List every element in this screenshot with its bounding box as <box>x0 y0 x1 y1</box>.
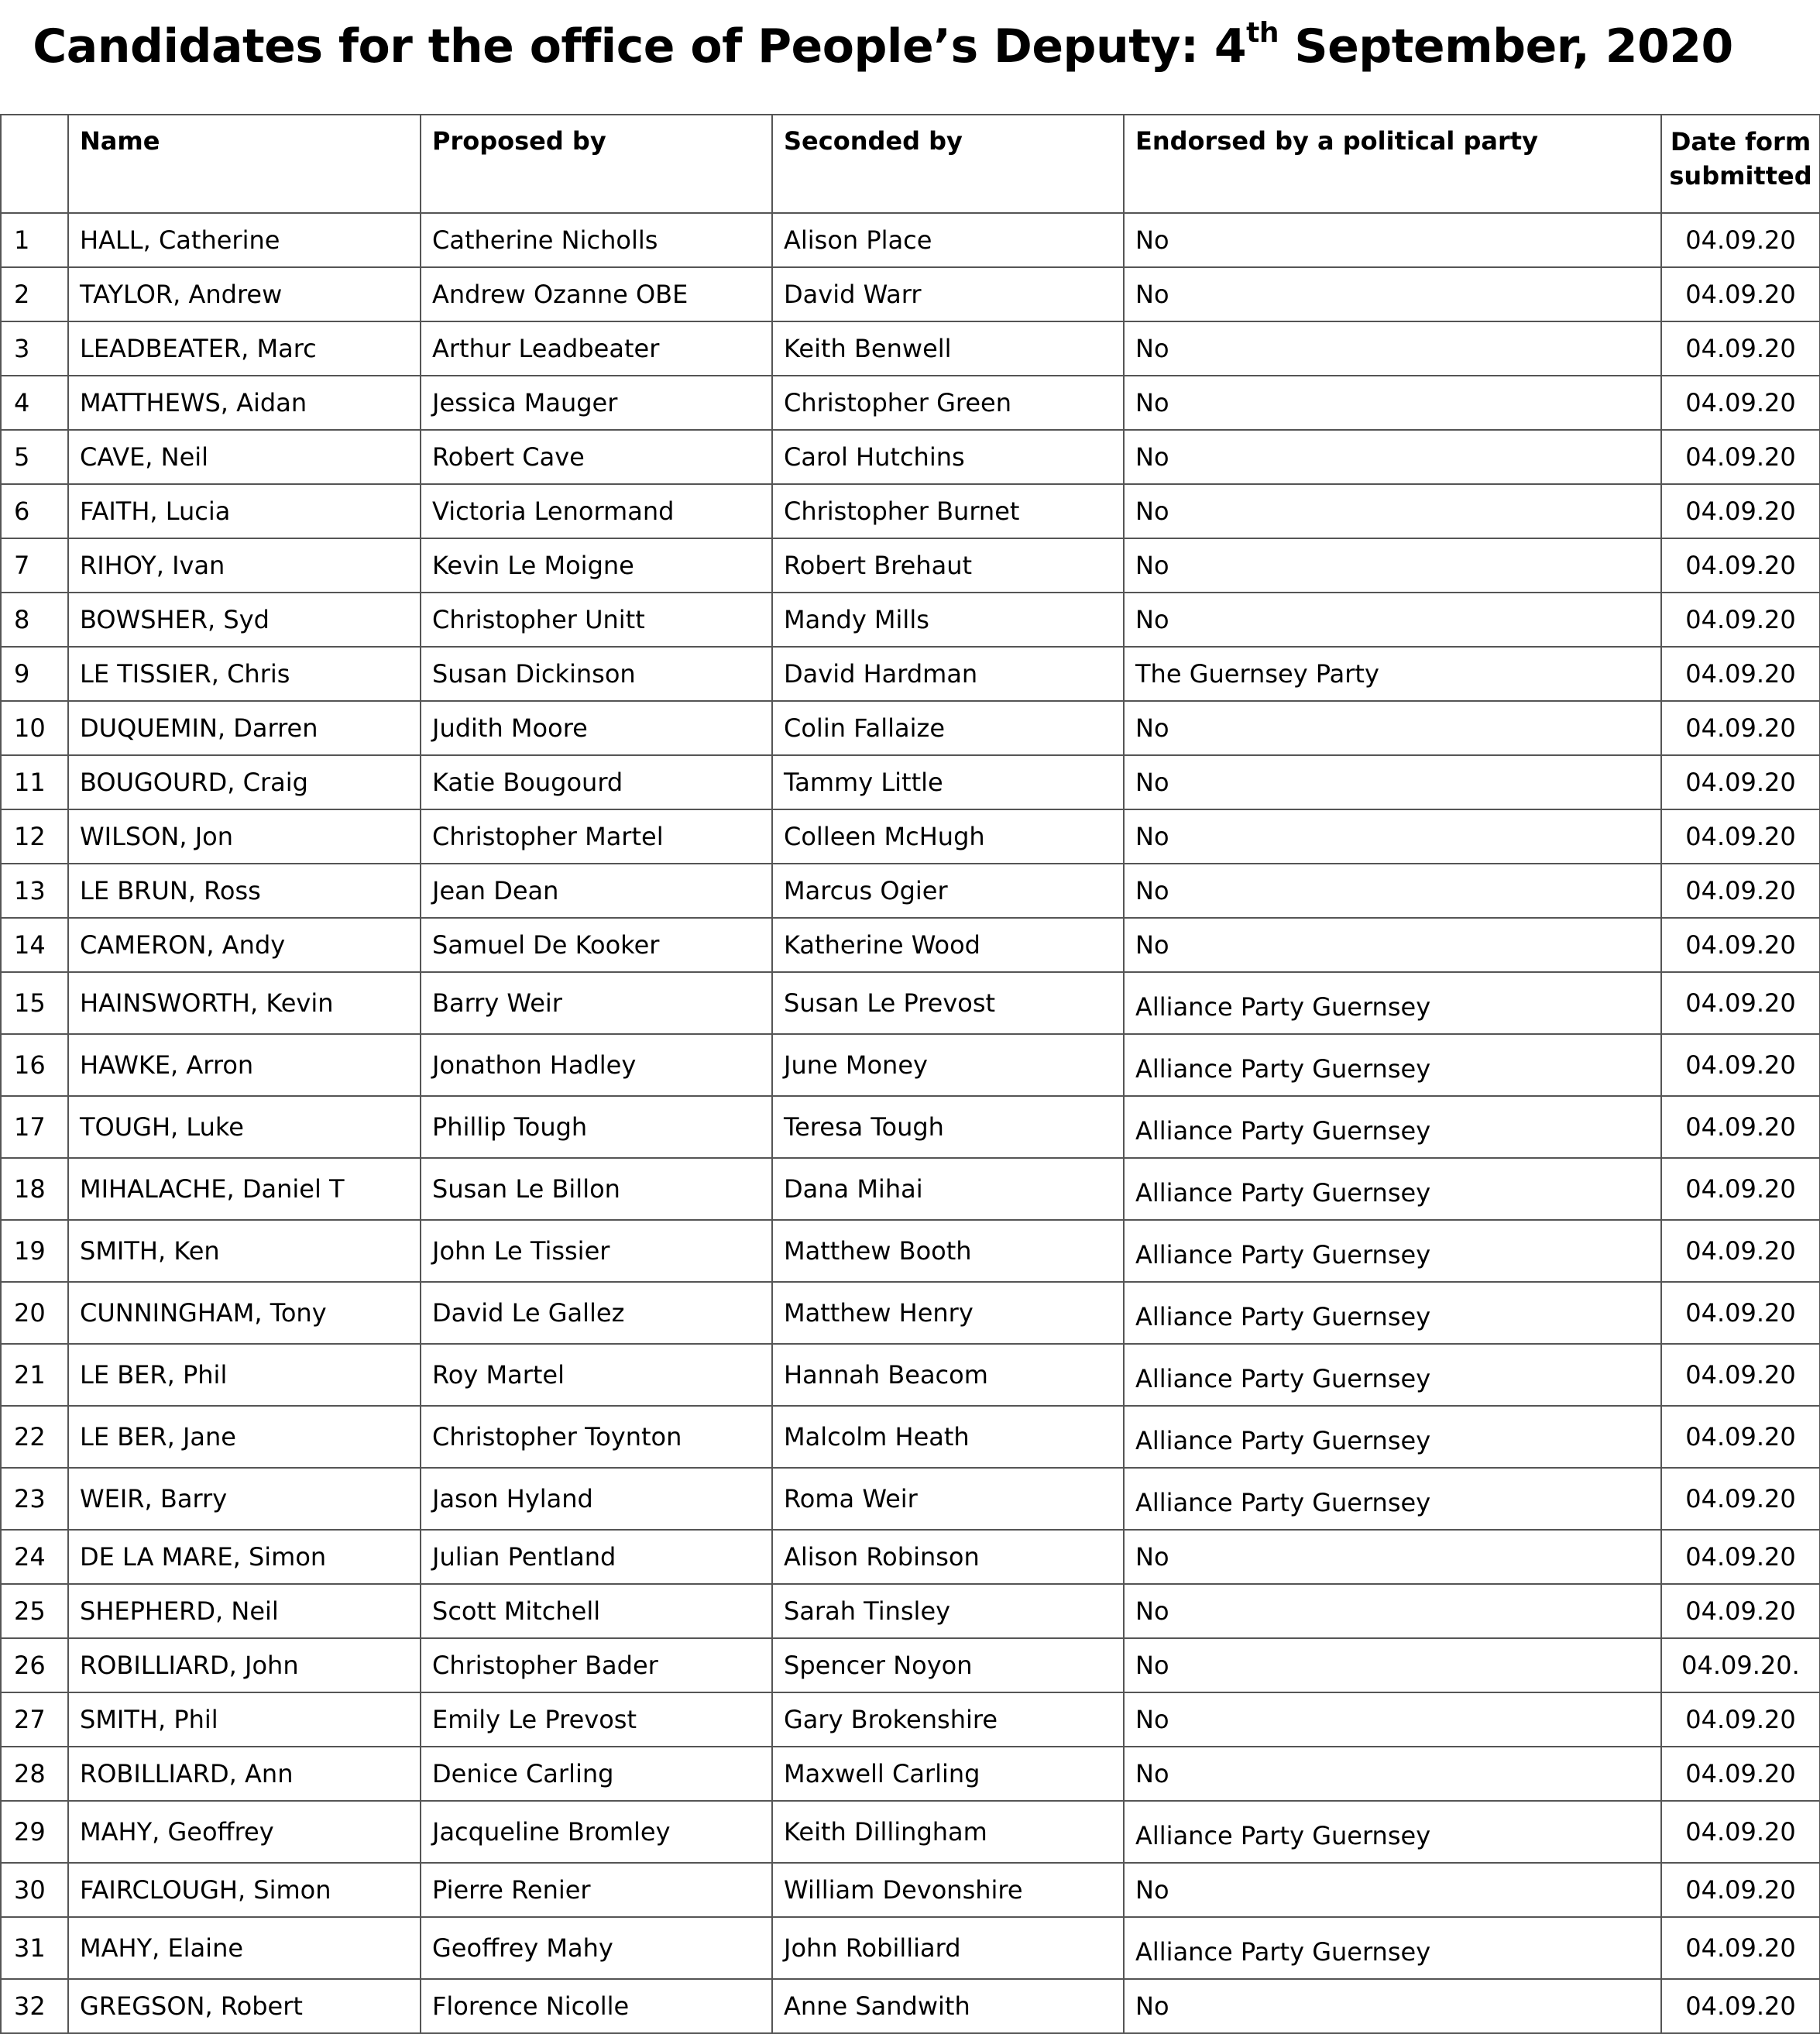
cell-proposed-by: Jacqueline Bromley <box>421 1801 772 1863</box>
cell-seconded-by: Maxwell Carling <box>772 1747 1124 1801</box>
table-row <box>1 213 1820 267</box>
header-date-submitted: Date form submitted <box>1661 115 1820 213</box>
cell-seconded-by: Christopher Burnet <box>772 484 1124 538</box>
cell-date-submitted: 04.09.20 <box>1661 213 1820 267</box>
cell-endorsed-by: No <box>1124 484 1661 538</box>
cell-endorsed-by: No <box>1124 321 1661 376</box>
header-proposed-by: Proposed by <box>421 115 772 213</box>
table-row <box>1 267 1820 321</box>
document-title <box>0 17 1766 74</box>
cell-seconded-by: Matthew Henry <box>772 1282 1124 1344</box>
title-main: Candidates for the office of People’s Deputy: 4 <box>33 19 1247 74</box>
table-row <box>1 321 1820 376</box>
cell-number: 1 <box>1 213 68 267</box>
table-row <box>1 1034 1820 1096</box>
cell-endorsed-by: Alliance Party Guernsey <box>1124 1158 1661 1220</box>
cell-endorsed-by: No <box>1124 267 1661 321</box>
cell-proposed-by: Susan Dickinson <box>421 647 772 701</box>
cell-proposed-by: Christopher Toynton <box>421 1406 772 1468</box>
table-row <box>1 1096 1820 1158</box>
cell-endorsed-by: No <box>1124 538 1661 593</box>
cell-proposed-by: Jean Dean <box>421 864 772 918</box>
cell-seconded-by: David Hardman <box>772 647 1124 701</box>
cell-number: 31 <box>1 1917 68 1979</box>
cell-number: 22 <box>1 1406 68 1468</box>
table-row <box>1 1692 1820 1747</box>
cell-endorsed-by: No <box>1124 1863 1661 1917</box>
cell-date-submitted: 04.09.20 <box>1661 267 1820 321</box>
cell-endorsed-by: No <box>1124 755 1661 809</box>
cell-seconded-by: Roma Weir <box>772 1468 1124 1530</box>
cell-number: 2 <box>1 267 68 321</box>
cell-date-submitted: 04.09.20 <box>1661 321 1820 376</box>
cell-proposed-by: Robert Cave <box>421 430 772 484</box>
cell-number: 29 <box>1 1801 68 1863</box>
cell-proposed-by: Christopher Martel <box>421 809 772 864</box>
cell-endorsed-by: The Guernsey Party <box>1124 647 1661 701</box>
cell-number: 12 <box>1 809 68 864</box>
cell-name: MAHY, Geoffrey <box>68 1801 421 1863</box>
cell-seconded-by: Hannah Beacom <box>772 1344 1124 1406</box>
table-row <box>1 1406 1820 1468</box>
cell-number: 7 <box>1 538 68 593</box>
cell-proposed-by: Victoria Lenormand <box>421 484 772 538</box>
header-endorsed-by: Endorsed by a political party <box>1124 115 1661 213</box>
cell-name: HALL, Catherine <box>68 213 421 267</box>
cell-date-submitted: 04.09.20 <box>1661 1692 1820 1747</box>
cell-number: 15 <box>1 972 68 1034</box>
table-row <box>1 1220 1820 1282</box>
cell-number: 4 <box>1 376 68 430</box>
cell-endorsed-by: No <box>1124 864 1661 918</box>
cell-name: BOUGOURD, Craig <box>68 755 421 809</box>
cell-proposed-by: Judith Moore <box>421 701 772 755</box>
cell-proposed-by: Catherine Nicholls <box>421 213 772 267</box>
cell-number: 13 <box>1 864 68 918</box>
cell-date-submitted: 04.09.20 <box>1661 1158 1820 1220</box>
table-row <box>1 1747 1820 1801</box>
cell-proposed-by: Christopher Bader <box>421 1638 772 1692</box>
cell-endorsed-by: No <box>1124 1692 1661 1747</box>
cell-number: 32 <box>1 1979 68 2033</box>
cell-date-submitted: 04.09.20 <box>1661 1344 1820 1406</box>
cell-seconded-by: June Money <box>772 1034 1124 1096</box>
header-name: Name <box>68 115 421 213</box>
cell-seconded-by: Keith Dillingham <box>772 1801 1124 1863</box>
cell-name: FAITH, Lucia <box>68 484 421 538</box>
cell-date-submitted: 04.09.20 <box>1661 647 1820 701</box>
cell-date-submitted: 04.09.20 <box>1661 430 1820 484</box>
cell-name: DUQUEMIN, Darren <box>68 701 421 755</box>
cell-name: TAYLOR, Andrew <box>68 267 421 321</box>
cell-endorsed-by: Alliance Party Guernsey <box>1124 1220 1661 1282</box>
cell-proposed-by: Christopher Unitt <box>421 593 772 647</box>
cell-proposed-by: Kevin Le Moigne <box>421 538 772 593</box>
cell-name: HAWKE, Arron <box>68 1034 421 1096</box>
cell-endorsed-by: No <box>1124 1638 1661 1692</box>
table-row <box>1 538 1820 593</box>
cell-seconded-by: Colleen McHugh <box>772 809 1124 864</box>
cell-endorsed-by: Alliance Party Guernsey <box>1124 972 1661 1034</box>
cell-proposed-by: Samuel De Kooker <box>421 918 772 972</box>
cell-number: 14 <box>1 918 68 972</box>
title-end: September, 2020 <box>1279 19 1733 74</box>
cell-name: SMITH, Ken <box>68 1220 421 1282</box>
cell-number: 21 <box>1 1344 68 1406</box>
cell-number: 11 <box>1 755 68 809</box>
cell-endorsed-by: Alliance Party Guernsey <box>1124 1344 1661 1406</box>
cell-endorsed-by: No <box>1124 1584 1661 1638</box>
cell-seconded-by: Christopher Green <box>772 376 1124 430</box>
cell-date-submitted: 04.09.20 <box>1661 1584 1820 1638</box>
cell-seconded-by: Spencer Noyon <box>772 1638 1124 1692</box>
cell-date-submitted: 04.09.20 <box>1661 918 1820 972</box>
cell-number: 26 <box>1 1638 68 1692</box>
cell-endorsed-by: Alliance Party Guernsey <box>1124 1917 1661 1979</box>
cell-endorsed-by: No <box>1124 1530 1661 1584</box>
table-row <box>1 1344 1820 1406</box>
table-row <box>1 1801 1820 1863</box>
cell-proposed-by: Scott Mitchell <box>421 1584 772 1638</box>
cell-proposed-by: Jonathon Hadley <box>421 1034 772 1096</box>
cell-seconded-by: Matthew Booth <box>772 1220 1124 1282</box>
cell-date-submitted: 04.09.20 <box>1661 1863 1820 1917</box>
cell-seconded-by: Sarah Tinsley <box>772 1584 1124 1638</box>
cell-name: ROBILLIARD, Ann <box>68 1747 421 1801</box>
cell-name: MIHALACHE, Daniel T <box>68 1158 421 1220</box>
table-row <box>1 1158 1820 1220</box>
cell-seconded-by: David Warr <box>772 267 1124 321</box>
table-row <box>1 1917 1820 1979</box>
cell-seconded-by: Teresa Tough <box>772 1096 1124 1158</box>
cell-name: MATTHEWS, Aidan <box>68 376 421 430</box>
cell-endorsed-by: No <box>1124 213 1661 267</box>
cell-number: 25 <box>1 1584 68 1638</box>
cell-date-submitted: 04.09.20 <box>1661 484 1820 538</box>
table-row <box>1 1282 1820 1344</box>
table-row <box>1 1530 1820 1584</box>
table-row <box>1 701 1820 755</box>
cell-name: CAVE, Neil <box>68 430 421 484</box>
cell-seconded-by: Robert Brehaut <box>772 538 1124 593</box>
cell-number: 19 <box>1 1220 68 1282</box>
table-row <box>1 430 1820 484</box>
cell-endorsed-by: No <box>1124 376 1661 430</box>
header-seconded-by: Seconded by <box>772 115 1124 213</box>
table-row <box>1 1979 1820 2033</box>
cell-endorsed-by: Alliance Party Guernsey <box>1124 1282 1661 1344</box>
cell-name: LEADBEATER, Marc <box>68 321 421 376</box>
cell-proposed-by: John Le Tissier <box>421 1220 772 1282</box>
cell-date-submitted: 04.09.20 <box>1661 1530 1820 1584</box>
cell-seconded-by: Tammy Little <box>772 755 1124 809</box>
cell-endorsed-by: Alliance Party Guernsey <box>1124 1468 1661 1530</box>
cell-number: 5 <box>1 430 68 484</box>
cell-date-submitted: 04.09.20. <box>1661 1638 1820 1692</box>
cell-proposed-by: David Le Gallez <box>421 1282 772 1344</box>
table-header-row <box>1 115 1820 213</box>
table-row <box>1 918 1820 972</box>
cell-name: HAINSWORTH, Kevin <box>68 972 421 1034</box>
cell-proposed-by: Katie Bougourd <box>421 755 772 809</box>
cell-seconded-by: Keith Benwell <box>772 321 1124 376</box>
cell-date-submitted: 04.09.20 <box>1661 972 1820 1034</box>
cell-proposed-by: Florence Nicolle <box>421 1979 772 2033</box>
table-row <box>1 755 1820 809</box>
cell-number: 30 <box>1 1863 68 1917</box>
cell-number: 27 <box>1 1692 68 1747</box>
cell-name: WILSON, Jon <box>68 809 421 864</box>
cell-endorsed-by: Alliance Party Guernsey <box>1124 1034 1661 1096</box>
cell-number: 17 <box>1 1096 68 1158</box>
cell-name: SHEPHERD, Neil <box>68 1584 421 1638</box>
cell-number: 10 <box>1 701 68 755</box>
cell-date-submitted: 04.09.20 <box>1661 538 1820 593</box>
cell-seconded-by: Susan Le Prevost <box>772 972 1124 1034</box>
cell-seconded-by: William Devonshire <box>772 1863 1124 1917</box>
candidates-table <box>0 114 1820 2034</box>
cell-endorsed-by: No <box>1124 593 1661 647</box>
table-row <box>1 484 1820 538</box>
cell-date-submitted: 04.09.20 <box>1661 864 1820 918</box>
cell-seconded-by: Marcus Ogier <box>772 864 1124 918</box>
cell-number: 9 <box>1 647 68 701</box>
cell-date-submitted: 04.09.20 <box>1661 1917 1820 1979</box>
cell-seconded-by: Mandy Mills <box>772 593 1124 647</box>
cell-seconded-by: John Robilliard <box>772 1917 1124 1979</box>
cell-number: 20 <box>1 1282 68 1344</box>
cell-date-submitted: 04.09.20 <box>1661 1096 1820 1158</box>
cell-date-submitted: 04.09.20 <box>1661 809 1820 864</box>
table-row <box>1 593 1820 647</box>
cell-endorsed-by: Alliance Party Guernsey <box>1124 1801 1661 1863</box>
cell-number: 16 <box>1 1034 68 1096</box>
cell-name: LE BRUN, Ross <box>68 864 421 918</box>
cell-date-submitted: 04.09.20 <box>1661 1282 1820 1344</box>
cell-number: 18 <box>1 1158 68 1220</box>
cell-proposed-by: Susan Le Billon <box>421 1158 772 1220</box>
cell-seconded-by: Gary Brokenshire <box>772 1692 1124 1747</box>
cell-date-submitted: 04.09.20 <box>1661 1406 1820 1468</box>
cell-proposed-by: Pierre Renier <box>421 1863 772 1917</box>
table-row <box>1 1468 1820 1530</box>
cell-name: LE BER, Phil <box>68 1344 421 1406</box>
cell-seconded-by: Colin Fallaize <box>772 701 1124 755</box>
cell-name: BOWSHER, Syd <box>68 593 421 647</box>
cell-name: DE LA MARE, Simon <box>68 1530 421 1584</box>
cell-number: 8 <box>1 593 68 647</box>
cell-seconded-by: Dana Mihai <box>772 1158 1124 1220</box>
cell-date-submitted: 04.09.20 <box>1661 701 1820 755</box>
cell-date-submitted: 04.09.20 <box>1661 1034 1820 1096</box>
cell-seconded-by: Alison Place <box>772 213 1124 267</box>
cell-proposed-by: Phillip Tough <box>421 1096 772 1158</box>
cell-name: MAHY, Elaine <box>68 1917 421 1979</box>
cell-number: 24 <box>1 1530 68 1584</box>
cell-endorsed-by: Alliance Party Guernsey <box>1124 1406 1661 1468</box>
cell-name: RIHOY, Ivan <box>68 538 421 593</box>
cell-endorsed-by: No <box>1124 1747 1661 1801</box>
cell-proposed-by: Julian Pentland <box>421 1530 772 1584</box>
cell-proposed-by: Denice Carling <box>421 1747 772 1801</box>
cell-name: CUNNINGHAM, Tony <box>68 1282 421 1344</box>
cell-proposed-by: Barry Weir <box>421 972 772 1034</box>
table-row <box>1 376 1820 430</box>
cell-date-submitted: 04.09.20 <box>1661 1801 1820 1863</box>
table-row <box>1 972 1820 1034</box>
table-row <box>1 1584 1820 1638</box>
cell-date-submitted: 04.09.20 <box>1661 1220 1820 1282</box>
cell-date-submitted: 04.09.20 <box>1661 376 1820 430</box>
cell-name: SMITH, Phil <box>68 1692 421 1747</box>
table-row <box>1 809 1820 864</box>
cell-date-submitted: 04.09.20 <box>1661 1979 1820 2033</box>
cell-proposed-by: Jessica Mauger <box>421 376 772 430</box>
cell-date-submitted: 04.09.20 <box>1661 755 1820 809</box>
title-superscript: th <box>1246 17 1279 49</box>
cell-date-submitted: 04.09.20 <box>1661 593 1820 647</box>
cell-proposed-by: Roy Martel <box>421 1344 772 1406</box>
cell-proposed-by: Emily Le Prevost <box>421 1692 772 1747</box>
table-row <box>1 864 1820 918</box>
cell-seconded-by: Malcolm Heath <box>772 1406 1124 1468</box>
table-row <box>1 1863 1820 1917</box>
cell-proposed-by: Arthur Leadbeater <box>421 321 772 376</box>
table-row <box>1 1638 1820 1692</box>
cell-number: 6 <box>1 484 68 538</box>
cell-name: LE TISSIER, Chris <box>68 647 421 701</box>
cell-endorsed-by: No <box>1124 430 1661 484</box>
cell-proposed-by: Jason Hyland <box>421 1468 772 1530</box>
cell-seconded-by: Anne Sandwith <box>772 1979 1124 2033</box>
cell-proposed-by: Andrew Ozanne OBE <box>421 267 772 321</box>
cell-name: ROBILLIARD, John <box>68 1638 421 1692</box>
table-row <box>1 647 1820 701</box>
header-number <box>1 115 68 213</box>
cell-seconded-by: Carol Hutchins <box>772 430 1124 484</box>
cell-date-submitted: 04.09.20 <box>1661 1747 1820 1801</box>
cell-name: LE BER, Jane <box>68 1406 421 1468</box>
cell-date-submitted: 04.09.20 <box>1661 1468 1820 1530</box>
cell-endorsed-by: No <box>1124 918 1661 972</box>
cell-name: FAIRCLOUGH, Simon <box>68 1863 421 1917</box>
cell-endorsed-by: No <box>1124 701 1661 755</box>
cell-number: 23 <box>1 1468 68 1530</box>
cell-endorsed-by: No <box>1124 809 1661 864</box>
cell-name: TOUGH, Luke <box>68 1096 421 1158</box>
cell-endorsed-by: Alliance Party Guernsey <box>1124 1096 1661 1158</box>
cell-seconded-by: Katherine Wood <box>772 918 1124 972</box>
cell-name: WEIR, Barry <box>68 1468 421 1530</box>
cell-endorsed-by: No <box>1124 1979 1661 2033</box>
cell-proposed-by: Geoffrey Mahy <box>421 1917 772 1979</box>
cell-name: GREGSON, Robert <box>68 1979 421 2033</box>
cell-seconded-by: Alison Robinson <box>772 1530 1124 1584</box>
cell-number: 28 <box>1 1747 68 1801</box>
cell-number: 3 <box>1 321 68 376</box>
cell-name: CAMERON, Andy <box>68 918 421 972</box>
